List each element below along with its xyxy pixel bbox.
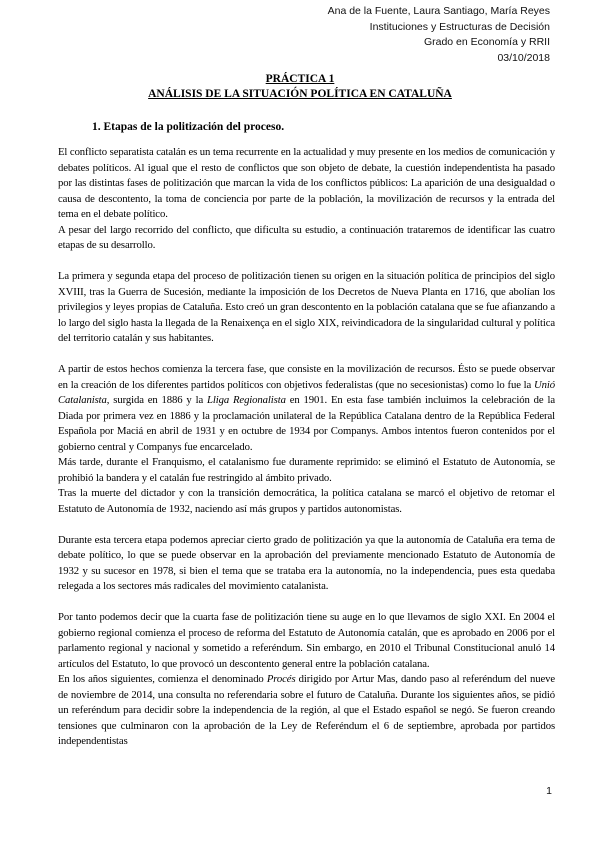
header-degree: Grado en Economía y RRII [423,36,550,48]
paragraph-1: El conflicto separatista catalán es un tema recurrente en la actualidad y muy presente en los medios de comunicación y debates políticos. Al igual que el resto de conflictos que son objeto de debate, la cuestión independentista ha pasado por las distintas fases de politización que marcan la vida de los conflictos públicos: La aparición de una desigualdad o causa de descontento, la toma de conciencia por parte de la población, la movilización de recursos y la entrada del tema en el debate político. [58,146,555,220]
paragraph-5: Más tarde, durante el Franquismo, el catalanismo fue duramente reprimido: se eliminó el Estatuto de Autonomía, se prohibió la bandera y el catalán fue restringido al ámbito privado. [58,456,555,484]
paragraph-4-text-a: A partir de estos hechos comienza la tercera fase, que consiste en la movilización de recursos. Ésto se puede observar en la creación de los diferentes partidos políticos con objetivos federalistas (que no secesionistas) como lo fue la [58,363,555,391]
paragraph-4-text-c: , surgida en 1886 y la [106,394,208,406]
party-name-lliga: Lliga Regionalista [207,394,286,406]
header-date: 03/10/2018 [497,51,550,64]
paragraph-9 [58,672,555,750]
document-header [328,4,550,66]
paragraph-8: Por tanto podemos decir que la cuarta fase de politización tiene su auge en lo que llevamos de siglo XXI. En 2004 el gobierno regional comienza el proceso de reforma del Estatuto de Autonomía catalán, que es aprobado en 2006 por el parlamento regional y nacional y sometido a referéndum. Sin embargo, en 2010 el Tribunal Constitucional anuló 14 artículos del Estatuto, lo que provocó un descontento general entre la población catalana. [58,611,555,670]
paragraph-9-text-a: En los años siguientes, comienza el denominado [58,673,267,685]
title-line-2: ANÁLISIS DE LA SITUACIÓN POLÍTICA EN CATALUÑA [148,87,452,100]
header-authors: Ana de la Fuente, Laura Santiago, María Reyes [327,5,550,17]
paragraph-3: La primera y segunda etapa del proceso de politización tienen su origen en la situación política de principios del siglo XVIII, tras la Guerra de Sucesión, mediante la imposición de los Decretos de Nueva Planta en 1716, que abolían los privilegios y leyes propias de Cataluña. Esto creó un gran descontento en la población catalana que se fue afianzando a lo largo del siglo hasta la llegada de la Renaixença en el siglo XIX, reivindicadora de la singularidad cultural y política del territorio catalán y sus habitantes. [58,270,555,344]
term-proces: Procés [266,673,296,685]
header-course: Instituciones y Estructuras de Decisión [369,20,550,33]
party-name-unio: Unió Catalanista [58,378,555,406]
section-heading: 1. Etapas de la politización del proceso. [92,121,285,133]
title-line-1: PRÁCTICA 1 [265,73,335,85]
page-number: 1 [546,785,552,797]
paragraph-2: A pesar del largo recorrido del conflicto, que dificulta su estudio, a continuación trataremos de identificar las cuatro etapas de su desarrollo. [58,223,555,251]
paragraph-4-text-e: en 1901. En esta fase también incluimos la celebración de la Diada por primera vez en 1886 y la proclamación unilateral de la República Catalana dentro de la República Federal Española por Maciá en abril de 1931 y en octubre de 1934 por Companys. Ambos intentos fueron contenidos por el gobierno central y Companys fue encarcelado. [58,394,555,453]
paragraph-9-text-c: dirigido por Artur Mas, dando paso al referéndum del nueve de noviembre de 2014, una consulta no referendaria sobre el futuro de Cataluña. Durante los siguientes años, se pidió un referéndum para decidir sobre la independencia de la región, al que el Estado español se negó. Se fueron creando tensiones que culminaron con la aprobación de la Ley de Referéndum el 6 de septiembre, aprobada por partidos independentistas [58,673,555,747]
paragraph-4 [58,362,555,455]
body-text [58,145,555,750]
document-title [0,72,600,101]
paragraph-6: Tras la muerte del dictador y con la transición democrática, la política catalana se marcó el objetivo de retomar el Estatuto de Autonomía de 1932, naciendo así más grupos y partidos autonomistas. [58,487,555,515]
paragraph-7: Durante esta tercera etapa podemos apreciar cierto grado de politización ya que la autonomía de Cataluña era tema de debate político, lo que se puede observar en la aprobación del previamente mencionado Estatuto de Autonomía de 1932 y su sucesor en 1978, si bien el tema que se trataba era la autonomía, no la independencia, pues esta quedaba relegada a los sectores más radicales del movimiento catalanista. [58,533,555,592]
